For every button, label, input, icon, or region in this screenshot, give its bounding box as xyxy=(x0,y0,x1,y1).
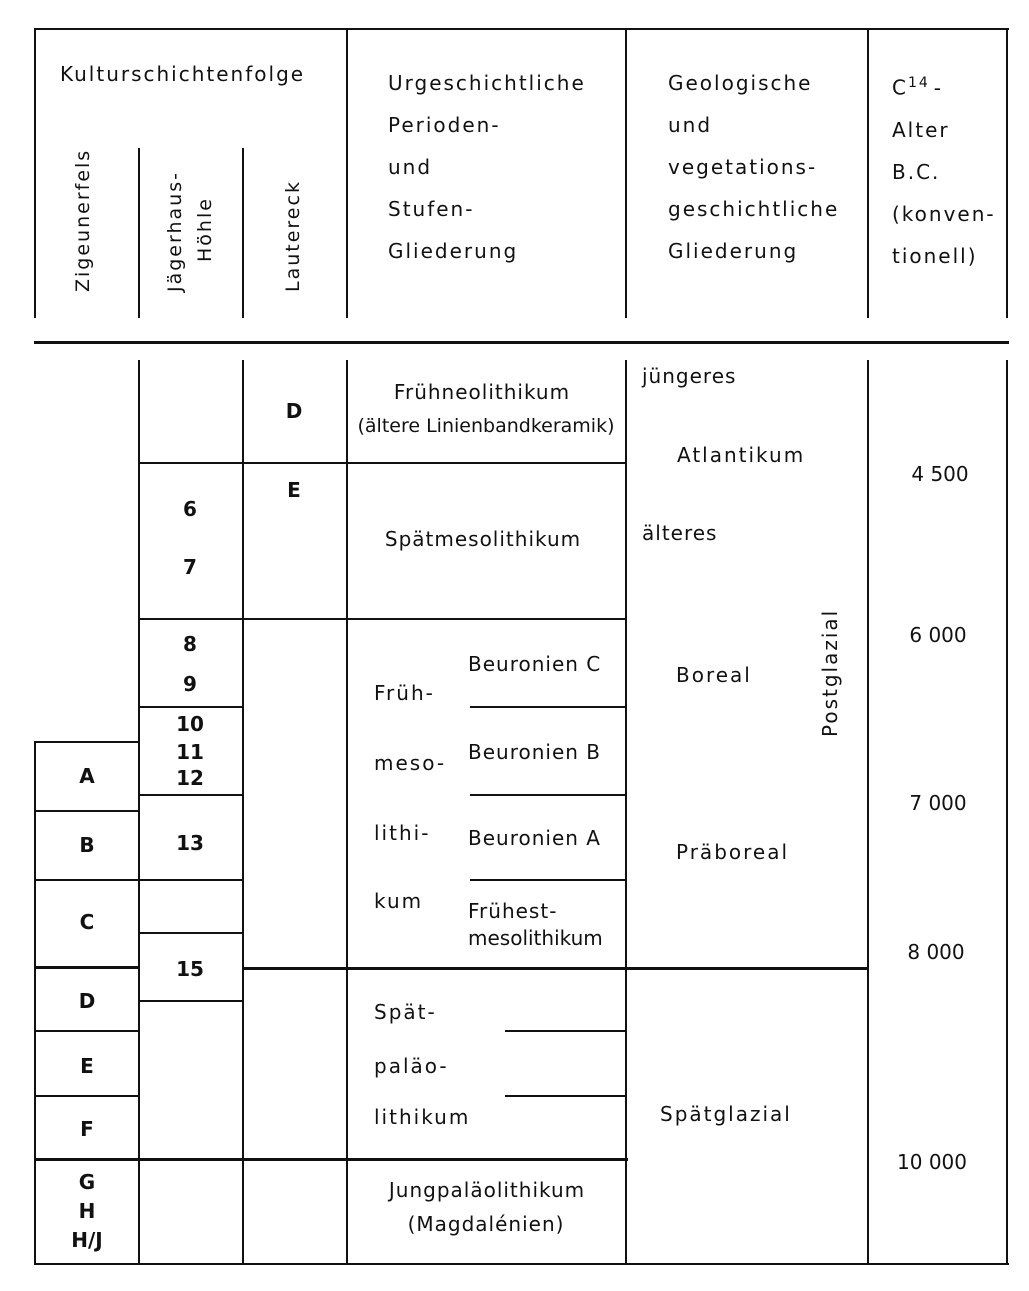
glacial-boundary-line xyxy=(242,967,869,970)
c14-line-4: tionell) xyxy=(892,243,978,268)
zig-layer-g: G xyxy=(78,1170,96,1194)
header-separator xyxy=(34,341,1009,344)
header-sub-divider-2 xyxy=(242,148,244,318)
site-lautereck: Lautereck xyxy=(282,180,304,292)
jh-layer-6: 6 xyxy=(183,497,197,521)
header-divider-3 xyxy=(867,28,869,318)
zig-line-d-top xyxy=(34,966,140,969)
c14-age-4500: 4 500 xyxy=(911,462,969,486)
zig-line-f-top xyxy=(34,1095,140,1097)
period-beuronien-a: Beuronien A xyxy=(468,826,601,850)
zig-line-b-top xyxy=(34,810,140,812)
period-magdalenien: (Magdalénien) xyxy=(407,1212,565,1236)
period-linienbandkeramik: (ältere Linienbandkeramik) xyxy=(357,415,615,437)
zig-layer-e: E xyxy=(80,1054,94,1078)
lautereck-layer-e: E xyxy=(287,478,301,502)
geo-line-4: geschichtliche xyxy=(668,197,840,221)
c14-age-8000: 8 000 xyxy=(907,940,965,964)
site-jaegerhaus-line2: Höhle xyxy=(194,197,216,262)
c14-heading xyxy=(892,62,996,277)
geo-postglazial: Postglazial xyxy=(818,608,842,737)
geo-line-1: Geologische xyxy=(668,71,813,95)
header-divider-2 xyxy=(625,28,627,318)
c14-age-7000: 7 000 xyxy=(909,791,967,815)
geo-juengeres: jüngeres xyxy=(642,364,737,388)
geo-aelteres: älteres xyxy=(642,521,718,545)
beuronien-line-1 xyxy=(470,706,627,708)
geo-boreal: Boreal xyxy=(676,663,752,687)
c14-age-10000: 10 000 xyxy=(897,1150,967,1174)
zig-line-a-top xyxy=(34,741,140,743)
jh-line-10-top xyxy=(138,706,244,708)
body-right-border xyxy=(1006,360,1008,1265)
fruehmeso-line-3: lithi- xyxy=(374,821,431,845)
urg-line-3: und xyxy=(388,155,433,179)
urg-line-5: Gliederung xyxy=(388,239,519,263)
geo-line-5: Gliederung xyxy=(668,239,799,263)
geo-atlantikum: Atlantikum xyxy=(677,443,806,467)
zig-layer-d: D xyxy=(78,989,96,1013)
fruehmeso-line-2: meso- xyxy=(374,751,447,775)
jh-layer-12: 12 xyxy=(176,766,204,790)
zig-layer-f: F xyxy=(80,1117,94,1141)
geo-line-2: und xyxy=(668,113,713,137)
body-col-5 xyxy=(867,360,869,1265)
period-beuronien-c: Beuronien C xyxy=(468,652,602,676)
c14-c: C xyxy=(892,75,908,100)
zig-line-c-top xyxy=(34,879,140,881)
zig-line-g-top xyxy=(34,1158,628,1161)
lautereck-layer-d: D xyxy=(285,399,303,423)
jh-line-13-top xyxy=(138,794,244,796)
fruehmeso-line-1: Früh- xyxy=(374,681,435,705)
header-divider-1 xyxy=(346,28,348,318)
geo-spaetglazial: Spätglazial xyxy=(660,1102,792,1126)
period-beuronien-b: Beuronien B xyxy=(468,740,602,764)
jh-layer-8: 8 xyxy=(183,632,197,656)
header-sub-divider-1 xyxy=(138,148,140,318)
c14-line-3: (konven- xyxy=(892,201,996,226)
spaetpalaeo-line-2 xyxy=(505,1095,627,1097)
zig-layer-a: A xyxy=(79,764,95,788)
kultur-heading: Kulturschichtenfolge xyxy=(60,62,306,86)
c14-dash: - xyxy=(933,75,944,100)
zig-layer-c: C xyxy=(79,910,95,934)
zig-layer-b: B xyxy=(79,833,95,857)
urg-line-1: Urgeschichtliche xyxy=(388,71,586,95)
period-jungpalaeolithikum: Jungpaläolithikum xyxy=(388,1178,586,1202)
geo-line-3: vegetations- xyxy=(668,155,818,179)
body-left-border-a xyxy=(34,741,36,1265)
site-jaegerhaus-hoehle xyxy=(160,171,220,292)
geologische-heading xyxy=(668,62,839,272)
jh-layer-15: 15 xyxy=(176,957,204,981)
body-col-2b xyxy=(242,968,244,1265)
jh-layer-7: 7 xyxy=(183,555,197,579)
site-jaegerhaus-line1: Jägerhaus- xyxy=(164,171,186,292)
header-left-border xyxy=(34,28,36,318)
site-zigeunerfels: Zigeunerfels xyxy=(72,148,94,292)
urg-line-4: Stufen- xyxy=(388,197,475,221)
beuronien-line-2 xyxy=(470,794,627,796)
body-bottom-border xyxy=(34,1263,1009,1265)
urgeschichtliche-heading xyxy=(388,62,586,272)
zig-layer-h: H xyxy=(78,1199,96,1223)
beuronien-line-3 xyxy=(470,879,627,881)
jh-layer-11: 11 xyxy=(176,740,204,764)
period-fruehest-1: Frühest- xyxy=(468,899,558,923)
period-fruehest-2: mesolithikum xyxy=(468,926,603,950)
c14-line-1: Alter xyxy=(892,117,950,142)
jh-line-15-bottom xyxy=(138,1000,244,1002)
spaetpalaeo-line-1 xyxy=(505,1030,627,1032)
c14-sup: 14 xyxy=(907,75,930,91)
c14-line-2: B.C. xyxy=(892,159,941,184)
spaetpalaeo-line-a: Spät- xyxy=(374,1000,437,1024)
c14-title xyxy=(892,62,996,109)
header-top-border xyxy=(34,28,1009,30)
jh-layer-9: 9 xyxy=(183,672,197,696)
body-col-beuronien xyxy=(625,360,627,1265)
body-col-2a xyxy=(242,360,244,1002)
c14-age-6000: 6 000 xyxy=(909,623,967,647)
spaetpalaeo-line-c: lithikum xyxy=(374,1105,471,1129)
zig-line-e-top xyxy=(34,1030,140,1032)
jh-line-8-top xyxy=(138,618,627,620)
header-right-border xyxy=(1006,28,1008,318)
urg-line-2: Perioden- xyxy=(388,113,501,137)
period-fruehneolithikum: Frühneolithikum xyxy=(393,380,571,404)
jh-line-14-top xyxy=(138,879,244,881)
body-col-3 xyxy=(346,360,348,1265)
fruehmeso-line-4: kum xyxy=(374,889,424,913)
jh-layer-13: 13 xyxy=(176,831,204,855)
spaetpalaeo-line-b: paläo- xyxy=(374,1054,449,1078)
period-spaetmesolithikum: Spätmesolithikum xyxy=(384,527,582,551)
zig-layer-hj: H/J xyxy=(71,1228,103,1252)
jh-line-6-top xyxy=(138,462,627,464)
body-col-1 xyxy=(138,360,140,1265)
jh-line-15-top xyxy=(138,932,244,934)
jh-layer-10: 10 xyxy=(176,712,204,736)
geo-praeboreal: Präboreal xyxy=(676,840,790,864)
